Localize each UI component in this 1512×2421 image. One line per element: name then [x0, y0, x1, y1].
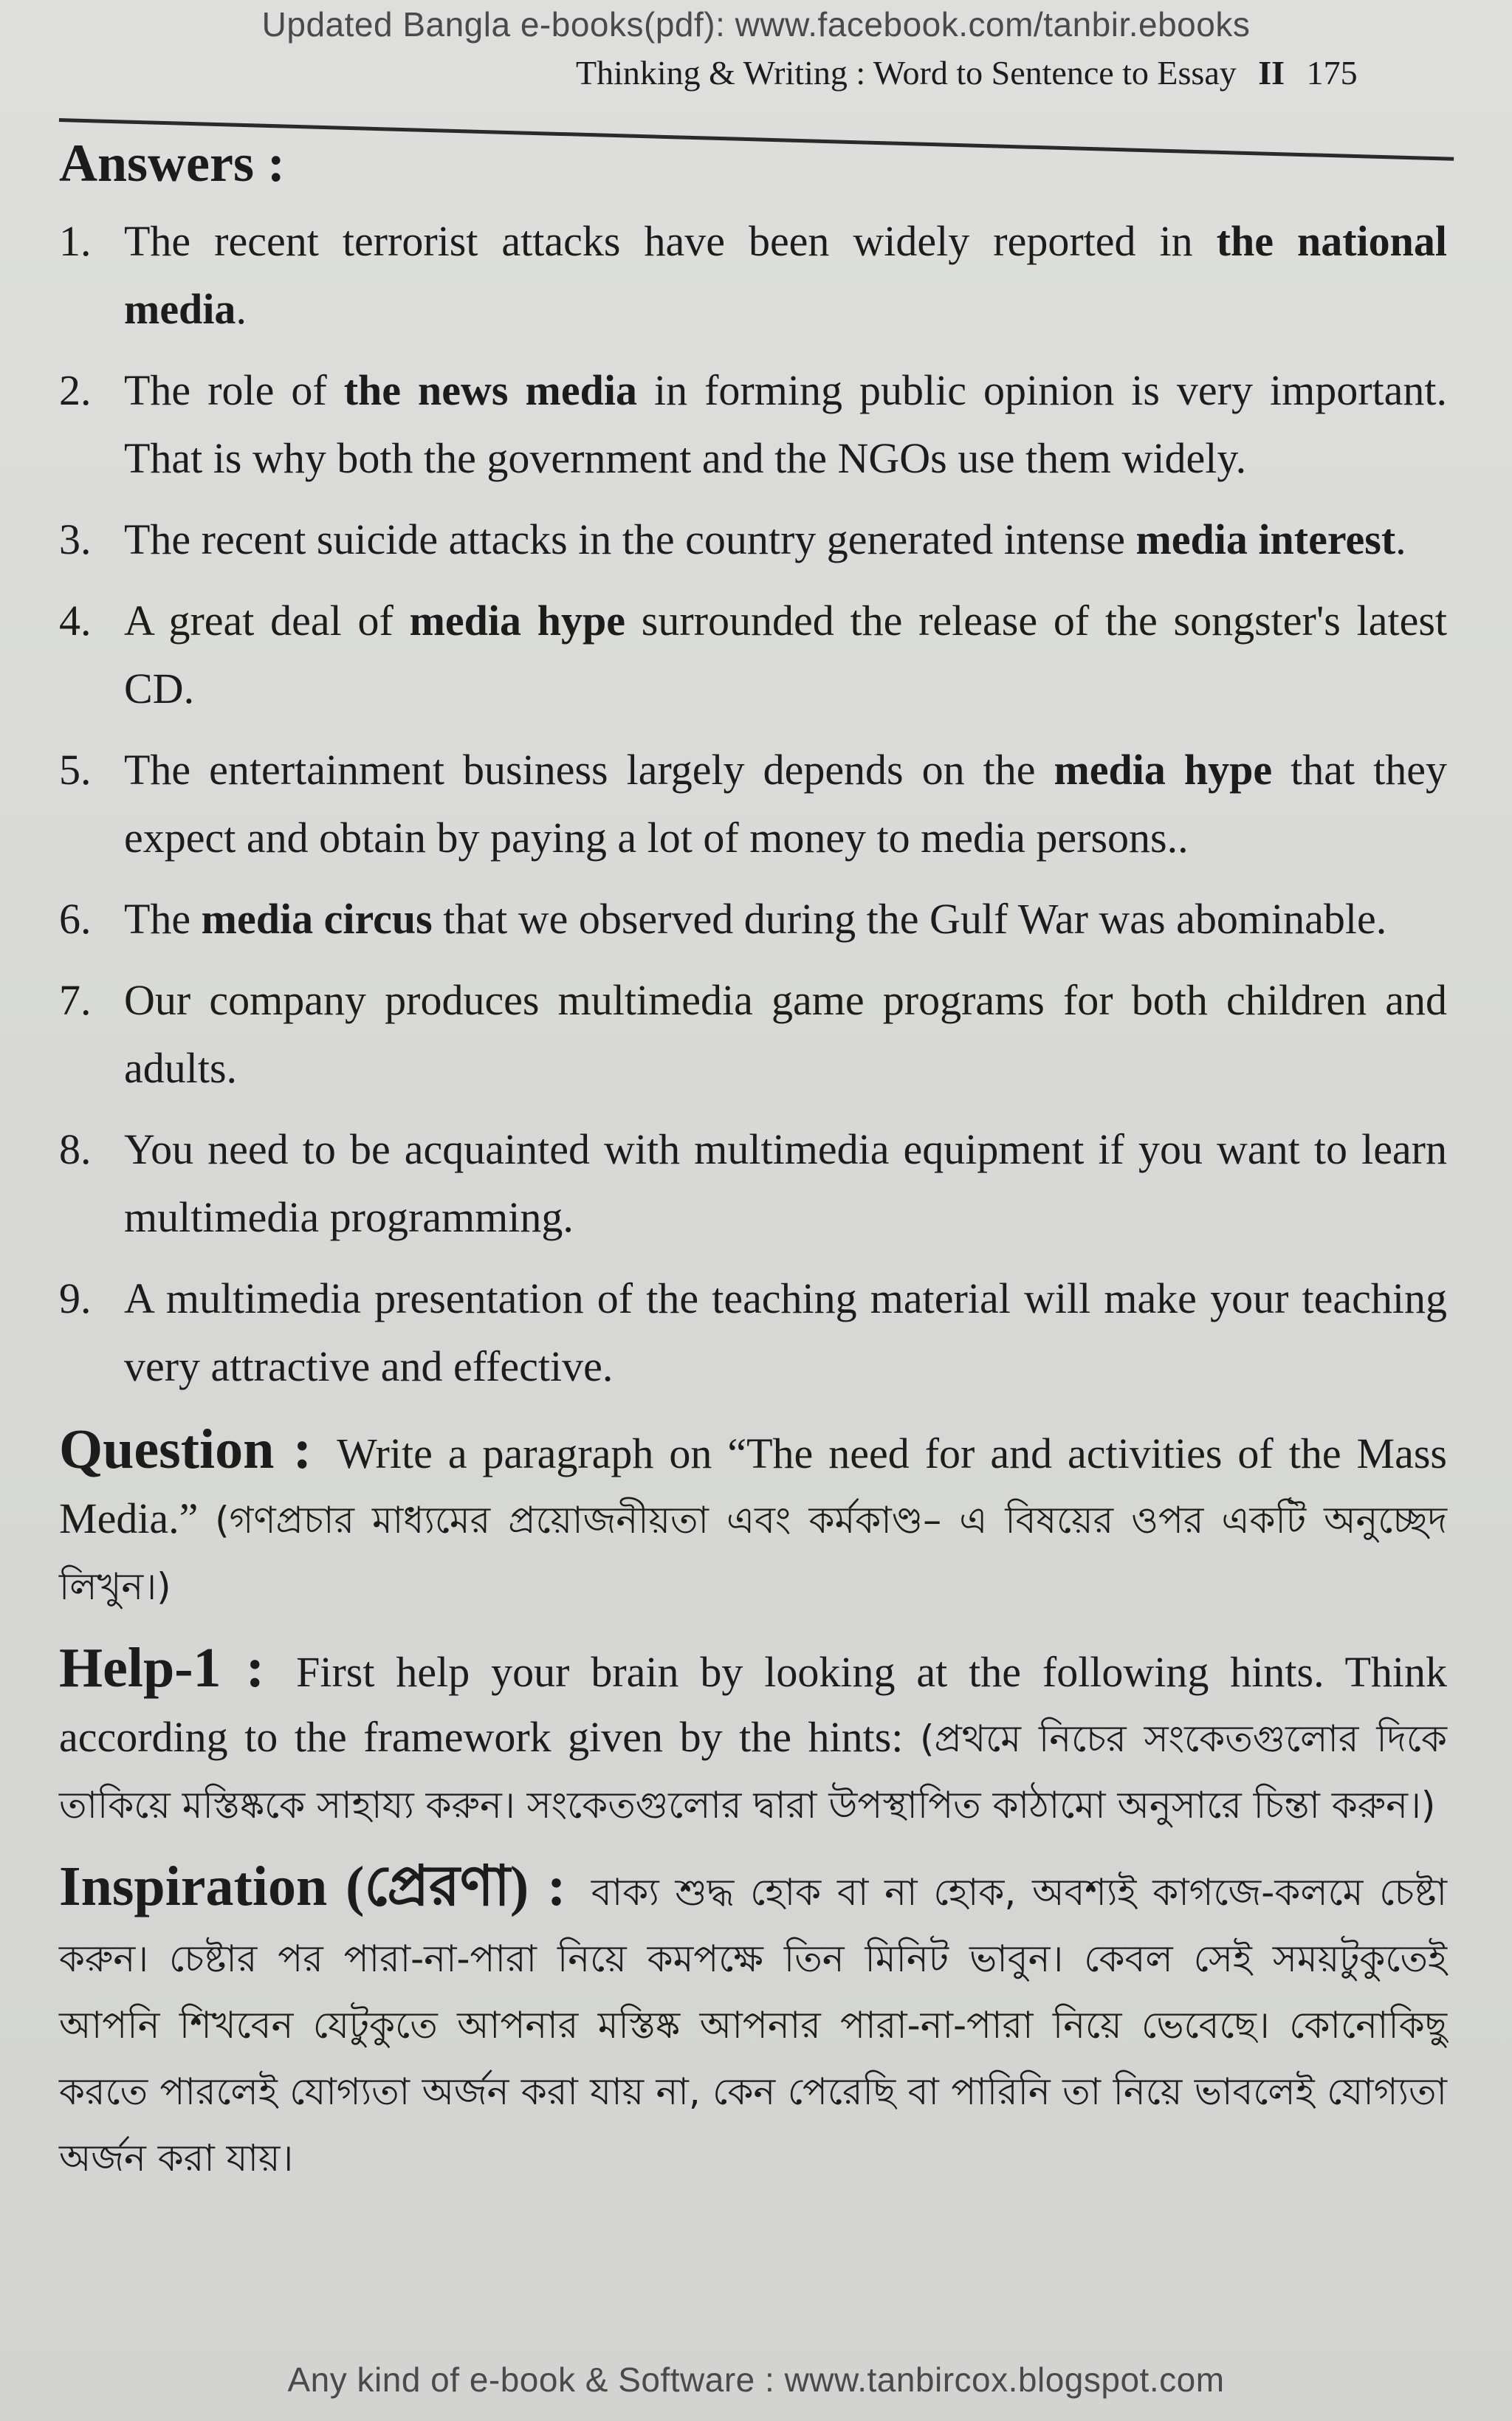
help-label: Help-1 :: [59, 1637, 265, 1699]
running-head: [576, 53, 1454, 92]
answer-number: 7.: [59, 976, 92, 1024]
answer-number: 8.: [59, 1125, 92, 1173]
answer-number: 3.: [59, 515, 92, 563]
running-head-title: Thinking & Writing : Word to Sentence to Essay: [576, 54, 1237, 92]
watermark-top: Updated Bangla e-books(pdf): www.facebook.com/tanbir.ebooks: [261, 5, 1251, 44]
page-number: 175: [1306, 54, 1358, 92]
answer-number: 9.: [59, 1274, 92, 1322]
answer-item: [59, 207, 1447, 343]
answer-text: A great deal of: [124, 597, 410, 645]
answer-text: .: [236, 285, 247, 333]
answer-text: surrounded the release of the songster's latest CD.: [124, 597, 1448, 712]
running-head-separator: II: [1258, 54, 1285, 92]
inspiration-bangla: বাক্য শুদ্ধ হোক বা না হোক, অবশ্যই কাগজে-কলমে চেষ্টা করুন। চেষ্টার পর পারা-না-পারা নিয়ে কমপক্ষে তিন মিনিট ভাবুন। কেবল সেই সময়টুকুতেই আপনি শিখবেন যেটুকুতে আপনার মস্তিষ্ক আপনার পারা-না-পারা নিয়ে ভেবেছে। কোনোকিছু করতে পারলেই যোগ্যতা অর্জন করা যায় না, কেন পেরেছি বা পারিনি তা নিয়ে ভাবলেই যোগ্যতা অর্জন করা যায়।: [59, 1871, 1448, 2180]
answer-text: that we observed during the Gulf War was abominable.: [432, 895, 1387, 943]
answer-text: The: [124, 895, 202, 943]
inspiration-label: Inspiration (প্রেরণা) :: [59, 1855, 566, 1917]
answer-highlight: media hype: [409, 597, 626, 645]
watermark-bottom: Any kind of e-book & Software : www.tanbircox.blogspot.com: [287, 2360, 1225, 2399]
answer-text: in forming public opinion is very important. That is why both the government and the NGOs use them widely.: [124, 366, 1447, 482]
answer-text: The recent suicide attacks in the country generated intense: [124, 515, 1136, 563]
answer-text: The recent terrorist attacks have been widely reported in: [124, 217, 1217, 265]
help-bangla: (প্রথমে নিচের সংকেতগুলোর দিকে তাকিয়ে মস্তিষ্ককে সাহায্য করুন। সংকেতগুলোর দ্বারা উপস্থাপিত কাঠামো অনুসারে চিন্তা করুন।): [59, 1717, 1447, 1827]
answer-highlight: the news media: [343, 366, 637, 414]
answers-heading: Answers :: [59, 134, 285, 193]
answer-highlight: media circus: [201, 895, 433, 943]
answer-number: 4.: [59, 597, 92, 645]
answer-item: [59, 736, 1447, 872]
question-label: Question :: [59, 1418, 312, 1480]
help-text: First help your brain by looking at the following hints. Think according to the framework given by the hints:: [59, 1648, 1447, 1761]
question-bangla: (গণপ্রচার মাধ্যমের প্রয়োজনীয়তা এবং কর্মকাণ্ড– এ বিষয়ের ওপর একটি অনুচ্ছেদ লিখুন।): [59, 1499, 1447, 1608]
page-content: [59, 133, 1447, 2191]
inspiration-block: [59, 1854, 1447, 2191]
answer-highlight: media interest: [1135, 515, 1396, 563]
help-block: [59, 1635, 1447, 1838]
answer-text: The entertainment business largely depends on the: [124, 746, 1054, 794]
answer-item: [59, 357, 1447, 492]
answer-number: 6.: [59, 895, 92, 943]
answer-item: [59, 506, 1447, 574]
answer-highlight: the national media: [124, 217, 1447, 333]
answer-number: 1.: [59, 217, 92, 265]
answer-text: A multimedia presentation of the teaching material will make your teaching very attractive and effective.: [124, 1274, 1447, 1390]
answer-text: .: [1395, 515, 1406, 563]
answer-text: that they expect and obtain by paying a lot of money to media persons..: [124, 746, 1447, 862]
answer-text: Our company produces multimedia game programs for both children and adults.: [124, 976, 1447, 1092]
answer-item: [59, 1265, 1447, 1401]
answer-number: 2.: [59, 366, 92, 414]
answer-text: You need to be acquainted with multimedia equipment if you want to learn multimedia programming.: [124, 1125, 1447, 1241]
answer-item: [59, 587, 1447, 723]
answer-number: 5.: [59, 746, 92, 794]
answer-highlight: media hype: [1054, 746, 1273, 794]
answers-list: [59, 207, 1447, 1401]
question-text: Write a paragraph on “The need for and activities of the Mass Media.”: [59, 1429, 1447, 1542]
answer-item: [59, 1116, 1447, 1251]
answer-item: [59, 885, 1447, 953]
answer-text: The role of: [124, 366, 344, 414]
answer-item: [59, 966, 1447, 1102]
question-block: [59, 1417, 1447, 1619]
